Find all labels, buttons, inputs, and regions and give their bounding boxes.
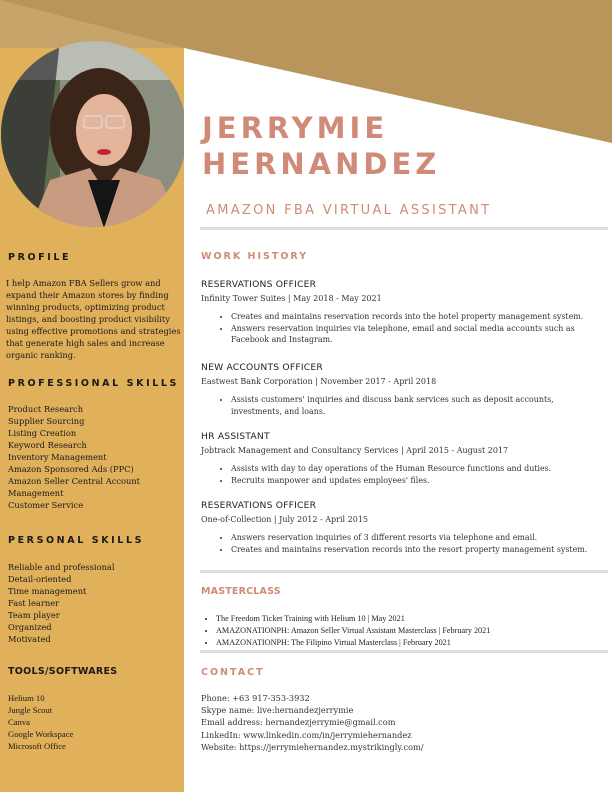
job-title: RESERVATIONS OFFICER [201, 279, 317, 290]
profile-photo [0, 40, 184, 228]
job-bullets [231, 532, 601, 555]
list-item: Helium 10 [8, 693, 45, 703]
contact-block [201, 692, 607, 753]
contact-heading: CONTACT [201, 667, 265, 678]
professional-skills-list [8, 403, 180, 511]
list-item: Detail-oriented [8, 574, 72, 584]
list-item: • Assists customers' inquiries and discuss bank services such as deposit accounts, investments, and loans. [231, 394, 601, 417]
list-item: • Creates and maintains reservation records into the resort property management system. [231, 544, 601, 556]
list-item: • AMAZONATIONPH: Amazon Seller Virtual Assistant Masterclass | February 2021 [216, 625, 606, 637]
list-item: Product Research [8, 404, 84, 414]
contact-website[interactable]: Website: https://jerrymiehernandez.mystrikingly.com/ [201, 741, 424, 752]
list-item: Fast learner [8, 598, 60, 608]
list-item: Listing Creation [8, 428, 77, 438]
job-meta: Jobtrack Management and Consultancy Services | April 2015 - August 2017 [201, 446, 509, 455]
masterclass-list [216, 613, 606, 649]
job-entry [201, 431, 601, 486]
list-item: • Answers reservation inquiries via telephone, email and social media accounts such as Facebook and Instagram. [231, 323, 601, 346]
list-item: Reliable and professional [8, 562, 115, 572]
list-item: Organized [8, 622, 52, 632]
job-meta: Infinity Tower Suites | May 2018 - May 2021 [201, 294, 382, 303]
personal-skills-list [8, 561, 180, 645]
job-bullets [231, 311, 601, 346]
job-entry [201, 279, 601, 346]
list-item: Keyword Research [8, 440, 87, 450]
job-title: HR ASSISTANT [201, 431, 270, 442]
list-item: Time management [8, 586, 87, 596]
professional-skills-heading: PROFESSIONAL SKILLS [8, 378, 179, 389]
list-item: • Assists with day to day operations of the Human Resource functions and duties. [231, 463, 601, 475]
list-item: Jungle Scout [8, 705, 53, 715]
list-item: • The Freedom Ticket Training with Helium 10 | May 2021 [216, 613, 606, 625]
contact-skype: Skype name: live:hernandezjerrymie [201, 705, 354, 716]
job-meta: Eastwest Bank Corporation | November 2017 - April 2018 [201, 377, 437, 386]
candidate-name [202, 110, 440, 182]
job-entry [201, 500, 601, 555]
list-item: • Recruits manpower and updates employees' files. [231, 475, 601, 487]
list-item: Amazon Seller Central Account Management [8, 476, 141, 498]
list-item: Amazon Sponsored Ads (PPC) [8, 464, 134, 474]
job-role-title: AMAZON FBA VIRTUAL ASSISTANT [206, 203, 492, 218]
list-item: Customer Service [8, 500, 84, 510]
list-item: • AMAZONATIONPH: The Filipino Virtual Masterclass | February 2021 [216, 637, 606, 649]
tools-heading: TOOLS/SOFTWARES [8, 666, 118, 677]
job-bullets [231, 463, 601, 486]
list-item: Inventory Management [8, 452, 107, 462]
first-name: JERRYMIE [202, 111, 389, 145]
job-bullets [231, 394, 601, 417]
contact-linkedin[interactable]: LinkedIn: www.linkedin.com/in/jerrymiehernandez [201, 729, 412, 740]
contact-email[interactable]: Email address: hernandezjerrymie@gmail.com [201, 717, 396, 728]
job-title: RESERVATIONS OFFICER [201, 500, 317, 511]
masterclass-heading: MASTERCLASS [201, 586, 281, 597]
last-name: HERNANDEZ [202, 147, 441, 181]
personal-skills-heading: PERSONAL SKILLS [8, 535, 145, 546]
divider [200, 650, 608, 653]
tools-list [8, 692, 180, 752]
list-item: Team player [8, 610, 60, 620]
list-item: Supplier Sourcing [8, 416, 85, 426]
job-title: NEW ACCOUNTS OFFICER [201, 362, 323, 373]
divider [200, 570, 608, 573]
list-item: Canva [8, 717, 30, 727]
list-item: Microsoft Office [8, 741, 66, 751]
profile-heading: PROFILE [8, 252, 72, 263]
job-entry [201, 362, 601, 417]
work-history-heading: WORK HISTORY [201, 251, 309, 262]
contact-phone: Phone: +63 917-353-3932 [201, 693, 310, 703]
divider [200, 227, 608, 230]
profile-text: I help Amazon FBA Sellers grow and expand their Amazon stores by finding winning products, optimizing product listings, and boosting product visibility using effective promotions and strategies that generate high sales and increase organic ranking. [6, 278, 181, 360]
list-item: Motivated [8, 634, 51, 644]
list-item: Google Workspace [8, 729, 74, 739]
list-item: • Creates and maintains reservation records into the hotel property management system. [231, 311, 601, 323]
job-meta: One-of-Collection | July 2012 - April 2015 [201, 515, 369, 524]
list-item: • Answers reservation inquiries of 3 different resorts via telephone and email. [231, 532, 601, 544]
